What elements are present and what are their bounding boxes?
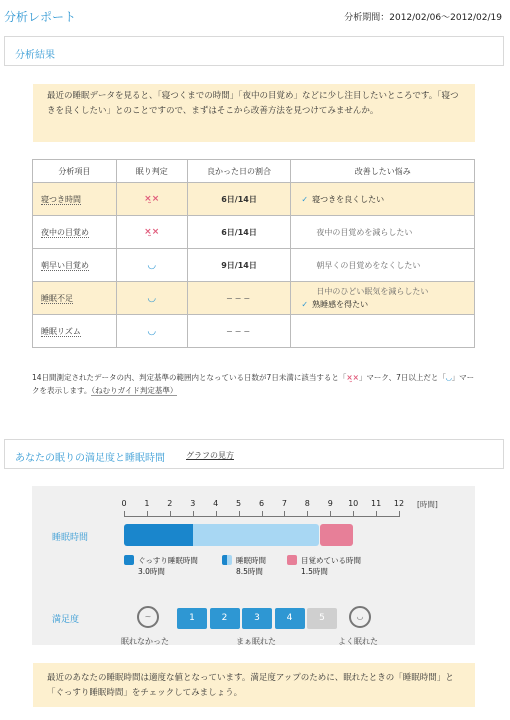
row-judgement: [116, 183, 187, 216]
legend-awake: [301, 555, 361, 577]
column-header-judgement: 眠り判定: [116, 160, 187, 183]
report-header: [0, 0, 510, 34]
row-judgement: [116, 282, 187, 315]
axis-tick-label: 9: [327, 499, 333, 508]
row-ratio: −−−: [187, 282, 291, 315]
analysis-period: 分析期間：2012/02/06〜2012/02/19: [344, 13, 502, 23]
table-row: [33, 282, 475, 315]
axis-tick-label: 7: [281, 499, 287, 508]
legend-label: ぐっすり睡眠時間: [138, 556, 198, 565]
satisfaction-level-4: 4: [275, 608, 305, 629]
legend-label: 目覚めている時間: [301, 556, 361, 565]
concern-text: 日中のひどい眠気を減らしたい: [316, 287, 429, 296]
axis-tick-label: 0: [121, 499, 127, 508]
advice-text: 最近のあなたの睡眠時間は適度な値となっています。満足度アップのために、眠れたときの「睡眠時間」と「ぐっすり睡眠時間」をチェックしてみましょう。: [47, 673, 454, 698]
good-face-icon: ◡: [147, 325, 156, 337]
row-concern: [291, 216, 475, 249]
column-header-concern: 改善したい悩み: [291, 160, 475, 183]
page-title: 分析レポート: [4, 10, 77, 24]
bar-segment-awake: [320, 524, 353, 546]
row-item[interactable]: [33, 282, 117, 315]
row-concern: [291, 249, 475, 282]
item-link-early-waking[interactable]: 朝早い目覚め: [41, 260, 89, 270]
table-row: [33, 183, 475, 216]
axis-tick-mark: [399, 511, 400, 517]
good-face-icon: ◡: [147, 292, 156, 304]
column-header-ratio: 良かった日の割合: [187, 160, 291, 183]
concern-text: 熟睡感を得たい: [312, 300, 369, 309]
sad-face-icon: ~: [137, 606, 159, 628]
scale-caption-mid: まぁ眠れた: [236, 637, 276, 646]
legend-swatch-deep: [124, 555, 134, 565]
legend-deep: [138, 555, 198, 577]
footnote-text: 」マークを表示します。: [32, 373, 475, 395]
legend-swatch-sleep: [222, 555, 232, 565]
legend-sleep: [236, 555, 266, 577]
table-row: [33, 249, 475, 282]
graph-guide-link[interactable]: グラフの見方: [186, 451, 234, 460]
good-face-icon: ◡: [147, 259, 156, 271]
satisfaction-level-5: 5: [307, 608, 337, 629]
analysis-section-header: [4, 36, 504, 66]
legend-value: 8.5時間: [236, 567, 263, 576]
axis-tick-label: 12: [393, 499, 405, 508]
footnote-text: 」マーク、7日以上だと「: [358, 373, 446, 382]
item-link-sleep-deficit[interactable]: 睡眠不足: [41, 293, 73, 303]
axis-tick-label: 1: [144, 499, 150, 508]
row-concern: [291, 183, 475, 216]
bad-face-icon: ×̮×: [144, 227, 160, 237]
axis-tick-label: 2: [167, 499, 173, 508]
row-concern: [291, 315, 475, 348]
smile-face-icon: ◡: [349, 606, 371, 628]
scale-caption-low: 眠れなかった: [121, 637, 169, 646]
axis-tick-label: 10: [348, 499, 359, 508]
satisfaction-level-2: 2: [210, 608, 240, 629]
criteria-link[interactable]: （ねむりガイド判定基準）: [91, 385, 178, 395]
satisfaction-section-header: [4, 439, 504, 469]
axis-tick-label: 8: [304, 499, 310, 508]
judgement-footnote: [32, 372, 477, 397]
legend-label: 睡眠時間: [236, 556, 266, 565]
axis-tick-label: 4: [213, 499, 219, 508]
bar-segment-light: [193, 524, 319, 546]
table-header-row: [33, 160, 475, 183]
row-item[interactable]: [33, 183, 117, 216]
satisfaction-level-1: 1: [177, 608, 207, 629]
item-link-sleep-onset[interactable]: 寝つき時間: [41, 194, 81, 204]
advice-box: [33, 663, 475, 707]
item-link-sleep-rhythm[interactable]: 睡眠リズム: [41, 326, 81, 336]
row-ratio: −−−: [187, 315, 291, 348]
sleep-time-label: 睡眠時間: [52, 533, 89, 543]
check-icon: ✓: [301, 300, 309, 309]
row-item[interactable]: [33, 315, 117, 348]
axis-tick-label: 3: [190, 499, 196, 508]
legend-value: 3.0時間: [138, 567, 165, 576]
section-title-analysis: 分析結果: [15, 50, 55, 61]
axis-tick-label: 11: [370, 499, 382, 508]
satisfaction-level-3: 3: [242, 608, 272, 629]
row-judgement: [116, 249, 187, 282]
analysis-table: [32, 159, 475, 348]
row-judgement: [116, 216, 187, 249]
bar-segment-deep: [124, 524, 193, 546]
row-ratio: 9日/14日: [187, 249, 291, 282]
analysis-summary: [33, 84, 475, 142]
row-item[interactable]: [33, 216, 117, 249]
row-item[interactable]: [33, 249, 117, 282]
sleep-axis-line: [124, 516, 399, 517]
section-title-satisfaction: あなたの眠りの満足度と睡眠時間: [15, 453, 165, 464]
axis-tick-label: 6: [258, 499, 265, 508]
axis-unit: [時間]: [417, 500, 438, 509]
column-header-item: 分析項目: [33, 160, 117, 183]
table-row: [33, 216, 475, 249]
bad-face-icon: ×̮×: [144, 194, 160, 204]
item-link-night-waking[interactable]: 夜中の目覚め: [41, 227, 89, 237]
scale-caption-high: よく眠れた: [338, 637, 378, 646]
footnote-text: 14日間測定されたデータの内、判定基準の範囲内となっている日数が7日未満に該当すると「: [32, 373, 347, 382]
row-judgement: [116, 315, 187, 348]
row-ratio: 6日/14日: [187, 183, 291, 216]
table-row: [33, 315, 475, 348]
concern-text: 朝早くの目覚めをなくしたい: [316, 260, 421, 270]
concern-text: 寝つきを良くしたい: [312, 194, 385, 204]
check-icon: ✓: [301, 194, 309, 204]
good-face-icon: ◡: [445, 373, 452, 382]
legend-swatch-awake: [287, 555, 297, 565]
satisfaction-label: 満足度: [52, 615, 80, 625]
row-ratio: 6日/14日: [187, 216, 291, 249]
bad-face-icon: ×̮×: [346, 373, 359, 382]
concern-text: 夜中の目覚めを減らしたい: [316, 227, 413, 237]
analysis-summary-text: 最近の睡眠データを見ると、「寝つくまでの時間」「夜中の目覚め」などに少し注目したいところです。「寝つきを良くしたい」とのことですので、まずはそこから改善方法を見つけてみませんか。: [47, 91, 459, 116]
legend-value: 1.5時間: [301, 567, 328, 576]
axis-tick-label: 5: [236, 499, 242, 508]
row-concern: [291, 282, 475, 315]
